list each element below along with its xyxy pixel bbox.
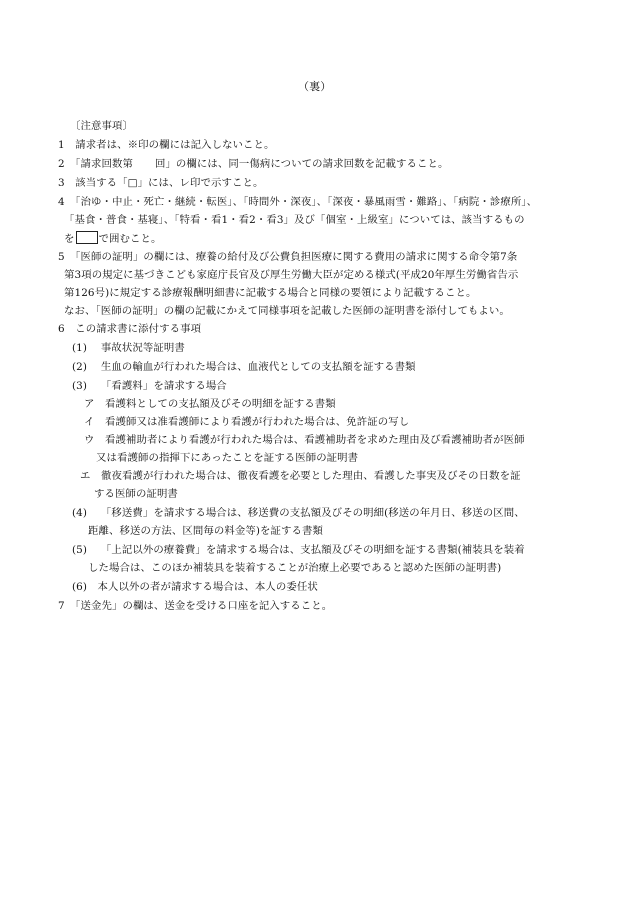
note-6-1: (1) 事故状況等証明書 [72,342,185,354]
note-6-3-e-line-1: エ 徹夜看護が行われた場合は、徹夜看護を必要とした理由、看護した事実及びその日数を証 [80,470,521,482]
enclose-box-sample [76,231,98,244]
note-1: 1 請求者は、※印の欄には記入しないこと。 [58,139,275,151]
note-6-3-e-line-2: する医師の証明書 [94,488,178,500]
note-6-3-u-line-2: 又は看護師の指揮下にあったことを証する医師の証明書 [96,452,359,464]
note-6-2: (2) 生血の輸血が行われた場合は、血液代としての支払額を証する書類 [72,361,416,373]
note-6-3-i: イ 看護師又は准看護師により看護が行われた場合は、免許証の写し [84,416,410,428]
note-2-part-b: 回」の欄には、同一傷病についての請求回数を記載すること。 [154,158,449,170]
note-4-line-3 [64,231,161,246]
note-7: 7 「送金先」の欄は、送金を受ける口座を記入すること。 [58,600,333,612]
note-2 [58,157,448,171]
note-6-6: (6) 本人以外の者が請求する場合は、本人の委任状 [72,581,318,593]
note-5-line-4: なお、「医師の証明」の欄の記載にかえて同様事項を記載した医師の証明書を添付してもよい。 [64,305,510,317]
note-6-3: (3) 「看護料」を請求する場合 [72,380,227,392]
note-5-line-1: 5 「医師の証明」の欄には、療養の給付及び公費負担医療に関する費用の請求に関する命令第7条 [58,251,518,263]
note-6-4-line-1: (4) 「移送費」を請求する場合は、移送費の支払額及びその明細(移送の年月日、移送の区間、 [72,507,525,519]
note-6: 6 この請求書に添付する事項 [58,323,202,335]
page-title: （裏） [298,80,332,93]
note-5-line-3: 第126号)に規定する診療報酬明細書に記載する場合と同様の要領により記載すること。 [64,287,477,299]
note-4-pre: を [64,233,75,245]
note-4-line-2: 「基食・普食・基寝」、「特看・看1・看2・看3」及び「個室・上級室」については、該当するもの [64,214,525,226]
note-5-line-2: 第3項の規定に基づきこども家庭庁長官及び厚生労働大臣が定める様式(平成20年厚生労働省告示 [64,269,519,281]
note-2-part-a: 2 「請求回数第 [58,158,133,170]
note-6-3-u-line-1: ウ 看護補助者により看護が行われた場合は、看護補助者を求めた理由及び看護補助者が医師 [84,434,525,446]
note-3: 3 該当する「□」には、レ印で示すこと。 [58,177,264,189]
note-4-line-1: 4 「治ゆ・中止・死亡・継続・転医」、「時間外・深夜」、「深夜・暴風雨雪・難路」、「病院・診療所」、 [58,196,538,208]
note-6-5-line-1: (5) 「上記以外の療養費」を請求する場合は、支払額及びその明細を証する書類(補装具を装着 [72,544,525,556]
notes-heading: 〔注意事項〕 [70,120,133,132]
note-6-3-a: ア 看護料としての支払額及びその明細を証する書類 [84,398,336,410]
note-4-post: で囲むこと。 [98,233,162,245]
note-6-4-line-2: 距離、移送の方法、区間毎の料金等)を証する書類 [88,525,323,537]
note-6-5-line-2: した場合は、このほか補装具を装着することが治療上必要であると認めた医師の証明書) [88,562,502,574]
